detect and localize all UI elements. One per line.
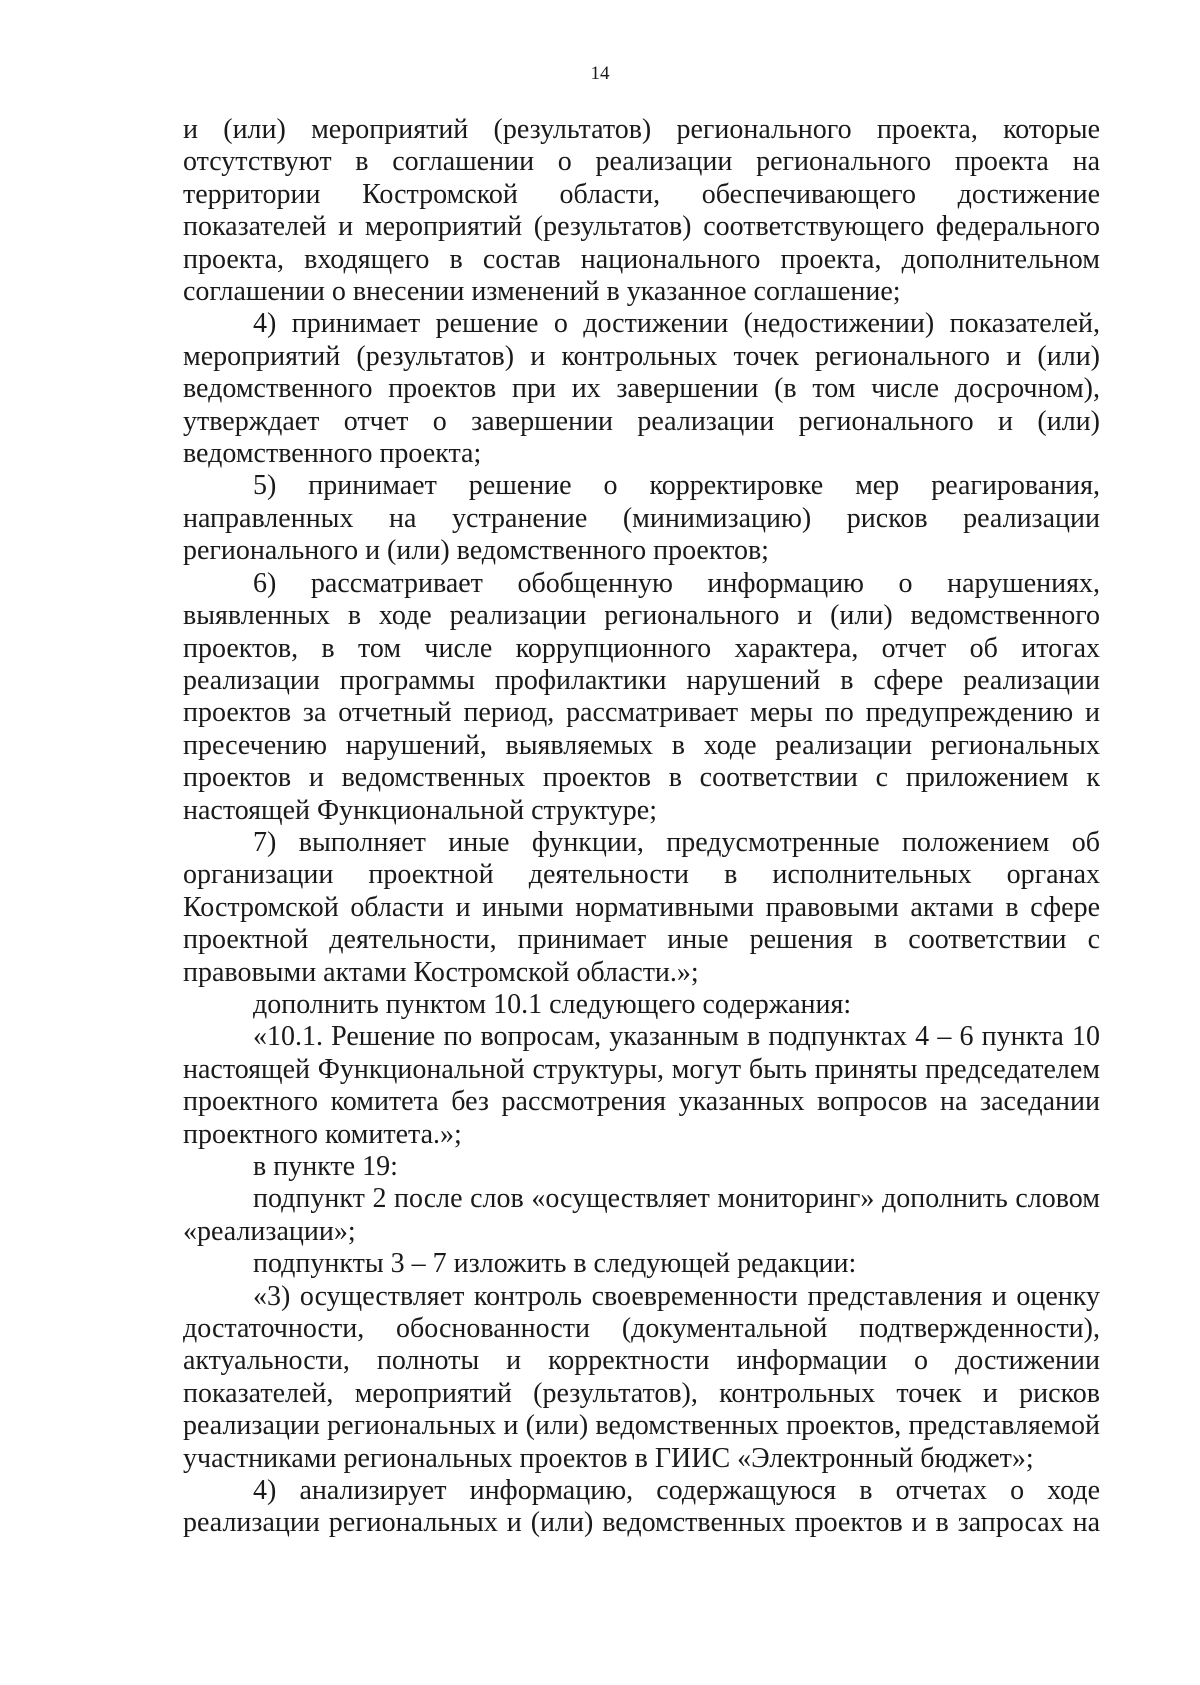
paragraph: 7) выполняет иные функции, предусмотренные положением об организации проектной деятельности в исполнительных органах Костромской области и иными нормативными правовыми актами в сфере проектной деятельности, принимает иные решения в соответствии с правовыми актами Костромской области.»; — [183, 826, 1100, 988]
document-body — [183, 114, 1100, 1540]
paragraph: 6) рассматривает обобщенную информацию о нарушениях, выявленных в ходе реализации регионального и (или) ведомственного проектов, в том числе коррупционного характера, отчет об итогах реализации программы профилактики нарушений в сфере реализации проектов за отчетный период, рассматривает меры по предупреждению и пресечению нарушений, выявляемых в ходе реализации региональных проектов и ведомственных проектов в соответствии с приложением к настоящей Функциональной структуре; — [183, 567, 1100, 826]
page-number: 14 — [590, 63, 610, 84]
paragraph: «10.1. Решение по вопросам, указанным в подпунктах 4 – 6 пункта 10 настоящей Функциональной структуры, могут быть приняты председателем проектного комитета без рассмотрения указанных вопросов на заседании проектного комитета.»; — [183, 1021, 1100, 1150]
paragraph: подпункты 3 – 7 изложить в следующей редакции: — [253, 1248, 857, 1280]
paragraph: 4) принимает решение о достижении (недостижении) показателей, мероприятий (результатов) и контрольных точек регионального и (или) ведомственного проектов при их завершении (в том числе досрочном), утверждает отчет о завершении реализации регионального и (или) ведомственного проекта; — [183, 308, 1100, 470]
paragraph: 5) принимает решение о корректировке мер реагирования, направленных на устранение (минимизацию) рисков реализации регионального и (или) ведомственного проектов; — [183, 470, 1100, 567]
paragraph: дополнить пунктом 10.1 следующего содержания: — [253, 988, 852, 1020]
paragraph: в пункте 19: — [253, 1151, 398, 1182]
paragraph: подпункт 2 после слов «осуществляет мониторинг» дополнить словом «реализации»; — [183, 1183, 1100, 1247]
paragraph: 4) анализирует информацию, содержащуюся в отчетах о ходе реализации региональных и (или) ведомственных проектов и в запросах на — [183, 1475, 1100, 1539]
paragraph: и (или) мероприятий (результатов) регионального проекта, которые отсутствуют в соглашении о реализации регионального проекта на территории Костромской области, обеспечивающего достижение показателей и мероприятий (результатов) соответствующего федерального проекта, входящего в состав национального проекта, дополнительном соглашении о внесении изменений в указанное соглашение; — [183, 114, 1100, 308]
paragraph: «3) осуществляет контроль своевременности представления и оценку достаточности, обоснованности (документальной подтвержденности), актуальности, полноты и корректности информации о достижении показателей, мероприятий (результатов), контрольных точек и рисков реализации региональных и (или) ведомственных проектов, представляемой участниками региональных проектов в ГИИС «Электронный бюджет»; — [183, 1280, 1100, 1474]
